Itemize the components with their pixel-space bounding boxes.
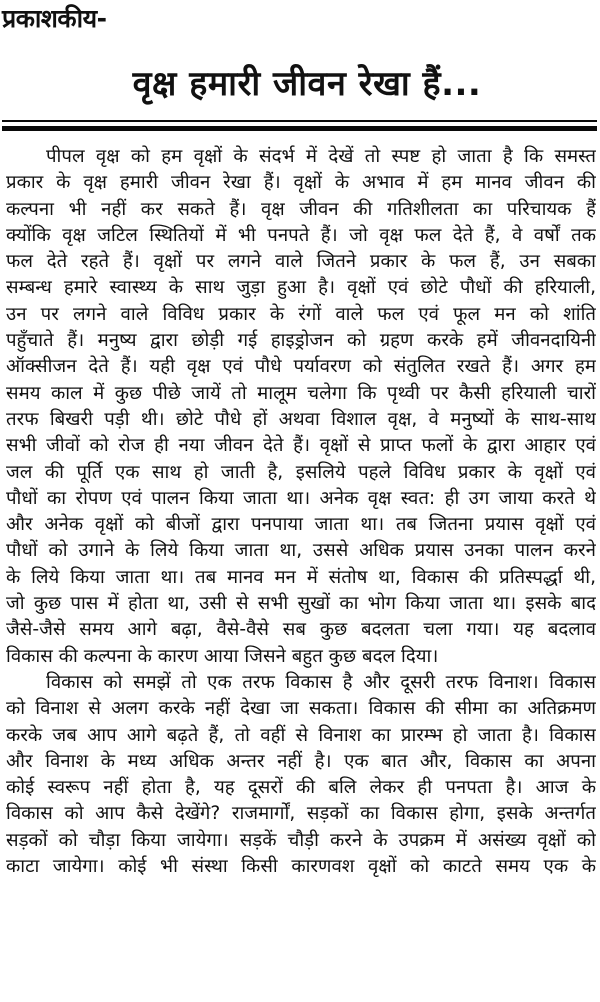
- text-line: समय काल में कुछ पीछे जायें तो मालूम चलेगा कि पृथ्वी पर कैसी हरियाली चारों: [6, 382, 596, 404]
- paragraph-1: [6, 144, 596, 670]
- text-line: तरफ बिखरी पड़ी थी। छोटे पौधे हों अथवा विशाल वृक्ष, वे मनुष्यों के साथ-साथ: [6, 408, 596, 430]
- text-line: विकास को आप कैसे देखेंगे? राजमार्गों, सड़कों का विकास होगा, इसके अन्तर्गत: [6, 803, 596, 825]
- text-line: कोई स्वरूप नहीं होता है, यह दूसरों की बलि लेकर ही पनपता है। आज के: [6, 777, 596, 799]
- text-line: को विनाश से अलग करके नहीं देखा जा सकता। विकास की सीमा का अतिक्रमण: [6, 698, 596, 720]
- text-line: विकास की कल्पना के कारण आया जिसने बहुत कुछ बदल दिया।: [6, 645, 439, 667]
- text-line: विकास को समझें तो एक तरफ विकास है और दूसरी तरफ विनाश। विकास: [46, 671, 596, 693]
- text-line: और अनेक वृक्षों को बीजों द्वारा पनपाया जाता था। तब जितना प्रयास वृक्षों एवं: [6, 514, 596, 536]
- text-line: पहुँचाते हैं। मनुष्य द्वारा छोड़ी गई हाइड्रोजन को ग्रहण करके हमें जीवनदायिनी: [6, 330, 596, 352]
- text-line: जो कुछ पास में होता था, उसी से सभी सुखों का भोग किया जाता था। इसके बाद: [6, 593, 596, 615]
- body-text: [6, 144, 596, 880]
- text-line: और विनाश के मध्य अधिक अन्तर नहीं है। एक बात और, विकास का अपना: [6, 750, 596, 772]
- text-line: जल की पूर्ति एक साथ हो जाती है, इसलिये पहले विविध प्रकार के वृक्षों एवं: [6, 461, 596, 483]
- section-label: प्रकाशकीय-: [2, 4, 107, 33]
- text-line: क्योंकि वृक्ष जटिल स्थितियों में भी पनपते हैं। जो वृक्ष फल देते हैं, वे वर्षों तक: [6, 224, 596, 246]
- title-divider-thick: [2, 126, 597, 131]
- text-line: ऑक्सीजन देते हैं। यही वृक्ष एवं पौधे पर्यावरण को संतुलित रखते हैं। अगर हम: [6, 356, 596, 378]
- text-line: पौधों का रोपण एवं पालन किया जाता था। अनेक वृक्ष स्वत: ही उग जाया करते थे: [6, 487, 596, 509]
- text-line: पीपल वृक्ष को हम वृक्षों के संदर्भ में देखें तो स्पष्ट हो जाता है कि समस्त: [46, 146, 596, 167]
- text-line: उन पर लगने वाले विविध प्रकार के रंगों वाले फल एवं फूल मन को शांति: [6, 303, 596, 325]
- paragraph-2: [6, 670, 596, 880]
- text-line: कल्पना भी नहीं कर सकते हैं। वृक्ष जीवन की गतिशीलता का परिचायक हैं: [6, 198, 596, 220]
- text-line: पौधों को उगाने के लिये किया जाता था, उससे अधिक प्रयास उनका पालन करने: [6, 540, 596, 562]
- text-line: प्रकार के वृक्ष हमारी जीवन रेखा हैं। वृक्षों के अभाव में हम मानव जीवन की: [6, 172, 596, 194]
- text-line: फल देते रहते हैं। वृक्षों पर लगने वाले जितने प्रकार के फल हैं, उन सबका: [6, 251, 596, 273]
- text-line: सम्बन्ध हमारे स्वास्थ्य के साथ जुड़ा हुआ है। वृक्षों एवं छोटे पौधों की हरियाली,: [6, 277, 596, 299]
- page-title: वृक्ष हमारी जीवन रेखा हैं...: [132, 64, 482, 104]
- text-line: काटा जायेगा। कोई भी संस्था किसी कारणवश वृक्षों को काटते समय एक के: [6, 856, 596, 878]
- title-divider-thin: [2, 120, 597, 122]
- text-line: के लिये किया जाता था। तब मानव मन में संतोष था, विकास की प्रतिस्पर्द्धा थी,: [6, 566, 596, 588]
- text-line: जैसे-जैसे समय आगे बढ़ा, वैसे-वैसे सब कुछ बदलता चला गया। यह बदलाव: [6, 619, 596, 641]
- text-line: करके जब आप आगे बढ़ते हैं, तो वहीं से विनाश का प्रारम्भ हो जाता है। विकास: [6, 724, 596, 746]
- text-line: सभी जीवों को रोज ही नया जीवन देते हैं। वृक्षों से प्राप्त फलों के द्वारा आहार एवं: [6, 435, 596, 457]
- text-line: सड़कों को चौड़ा किया जायेगा। सड़कें चौड़ी करने के उपक्रम में असंख्य वृक्षों को: [6, 829, 596, 851]
